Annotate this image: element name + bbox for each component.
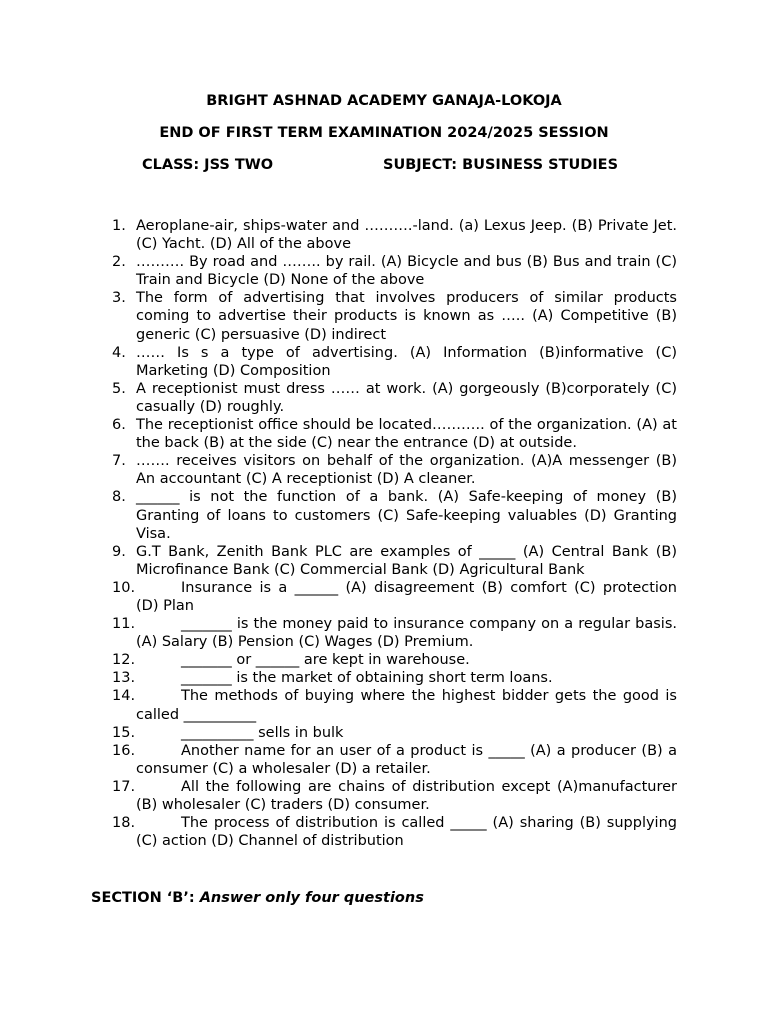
question-text: A receptionist must dress …… at work. (A) gorgeously (B)corporately (C) casually (D) roughly. [136, 380, 677, 415]
question-text: Aeroplane-air, ships-water and ……….-land. (a) Lexus Jeep. (B) Private Jet. (C) Yacht. (D) All of the above [136, 218, 677, 253]
question-item [112, 615, 677, 651]
question-text: All the following are chains of distribution except (A)manufacturer (B) wholesaler (C) traders (D) consumer. [136, 778, 677, 813]
question-number: 1. [112, 218, 126, 234]
question-text: __________ sells in bulk [181, 724, 344, 741]
question-text: _______ or ______ are kept in warehouse. [181, 652, 470, 669]
question-item [112, 814, 677, 850]
question-item [112, 687, 677, 723]
question-item [112, 380, 677, 416]
question-text: Another name for an user of a product is _____ (A) a producer (B) a consumer (C) a wholesaler (D) a retailer. [136, 742, 677, 777]
question-item [112, 669, 677, 687]
question-number: 5. [112, 380, 126, 397]
question-number: 16. [112, 742, 136, 759]
question-number: 2. [112, 254, 126, 271]
question-text: _______ is the money paid to insurance company on a regular basis. (A) Salary (B) Pension (C) Wages (D) Premium. [136, 616, 677, 651]
question-text: G.T Bank, Zenith Bank PLC are examples of _____ (A) Central Bank (B) Microfinance Bank (C) Commercial Bank (D) Agricultural Bank [136, 543, 677, 578]
question-item [112, 289, 677, 343]
question-text: The receptionist office should be located……….. of the organization. (A) at the back (B) at the side (C) near the entrance (D) at outside. [136, 417, 677, 452]
question-number: 13. [112, 670, 136, 687]
question-item [112, 742, 677, 778]
question-number: 17. [112, 778, 136, 795]
question-number: 14. [112, 688, 136, 705]
question-item [112, 253, 677, 289]
question-item [112, 579, 677, 615]
question-item [112, 416, 677, 452]
subject-label: SUBJECT: BUSINESS STUDIES [383, 157, 619, 173]
question-item [112, 217, 677, 253]
question-item [112, 488, 677, 542]
class-label: CLASS: JSS TWO [142, 157, 274, 173]
question-text: ………. By road and …….. by rail. (A) Bicycle and bus (B) Bus and train (C) Train and Bicycle (D) None of the above [136, 254, 677, 289]
question-number: 3. [112, 290, 126, 307]
question-item [112, 724, 677, 742]
question-number: 10. [112, 579, 136, 596]
question-text: The process of distribution is called _____ (A) sharing (B) supplying (C) action (D) Channel of distribution [136, 815, 677, 850]
question-item [112, 543, 677, 579]
question-text: _______ is the market of obtaining short term loans. [181, 670, 553, 687]
question-text: Insurance is a ______ (A) disagreement (B) comfort (C) protection (D) Plan [136, 579, 677, 614]
question-number: 12. [112, 652, 136, 669]
question-text: ……. receives visitors on behalf of the organization. (A)A messenger (B) An accountant (C) A receptionist (D) A cleaner. [136, 453, 677, 488]
question-number: 4. [112, 344, 126, 361]
question-number: 11. [112, 616, 136, 633]
question-text: The form of advertising that involves producers of similar products coming to advertise their products is known as ….. (A) Competitive (B) generic (C) persuasive (D) indirect [136, 290, 677, 343]
school-name: BRIGHT ASHNAD ACADEMY GANAJA-LOKOJA [206, 93, 562, 109]
question-item [112, 344, 677, 380]
question-item [112, 651, 677, 669]
question-list [112, 217, 677, 850]
question-item [112, 452, 677, 488]
question-text: The methods of buying where the highest bidder gets the good is called __________ [136, 688, 677, 723]
section-b-instruction: Answer only four questions [199, 890, 424, 906]
question-number: 15. [112, 724, 136, 741]
question-number: 6. [112, 417, 126, 434]
question-number: 9. [112, 543, 126, 560]
question-text: …… Is s a type of advertising. (A) Information (B)informative (C) Marketing (D) Composition [136, 344, 677, 379]
section-b-label: SECTION ‘B’: [91, 890, 200, 906]
question-text: ______ is not the function of a bank. (A) Safe-keeping of money (B) Granting of loans to customers (C) Safe-keeping valuables (D) Granting Visa. [136, 489, 677, 542]
exam-title: END OF FIRST TERM EXAMINATION 2024/2025 SESSION [159, 125, 609, 141]
section-b-heading [91, 889, 424, 907]
question-number: 7. [112, 453, 126, 470]
question-number: 18. [112, 815, 136, 832]
question-number: 8. [112, 489, 126, 506]
question-item [112, 778, 677, 814]
